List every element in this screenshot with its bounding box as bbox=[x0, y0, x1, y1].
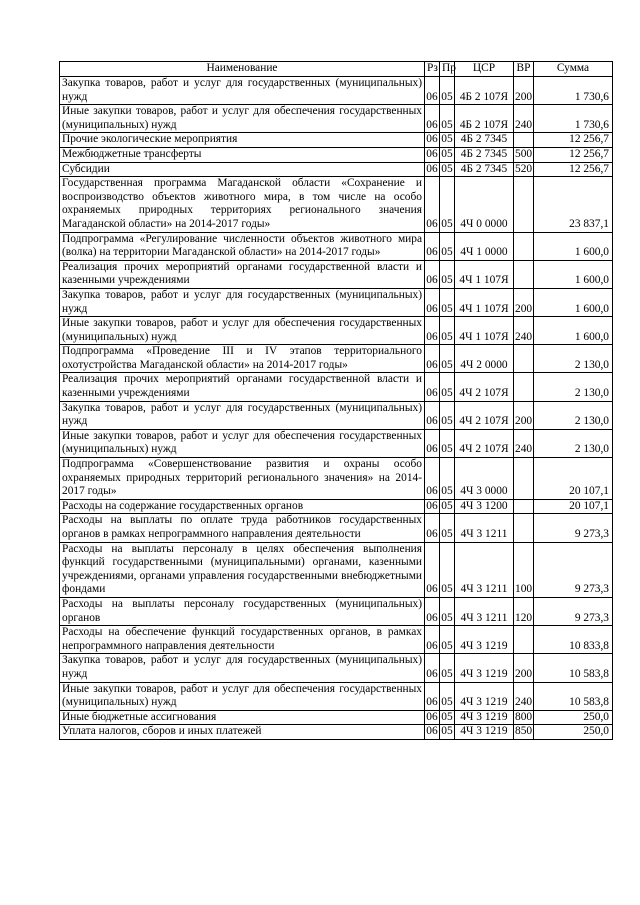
cell-pr: 05 bbox=[440, 232, 455, 260]
cell-csr: 4Ч 3 1211 bbox=[455, 542, 514, 597]
cell-sum: 1 730,6 bbox=[534, 77, 613, 105]
table-row bbox=[60, 682, 613, 710]
cell-sum: 1 600,0 bbox=[534, 317, 613, 345]
cell-sum: 2 130,0 bbox=[534, 345, 613, 373]
cell-csr: 4Ч 2 107Я bbox=[455, 429, 514, 457]
cell-csr: 4Б 2 7345 bbox=[455, 133, 514, 148]
cell-rz: 06 bbox=[425, 654, 440, 682]
cell-vr bbox=[514, 514, 534, 542]
cell-csr: 4Ч 2 107Я bbox=[455, 373, 514, 401]
header-pr: Пр bbox=[440, 62, 455, 77]
cell-vr bbox=[514, 499, 534, 514]
cell-vr bbox=[514, 232, 534, 260]
cell-vr bbox=[514, 260, 534, 288]
cell-vr: 200 bbox=[514, 654, 534, 682]
cell-rz: 06 bbox=[425, 77, 440, 105]
cell-csr: 4Ч 3 1219 bbox=[455, 710, 514, 725]
cell-name: Государственная программа Магаданской области «Сохранение и воспроизводство объектов животного мира, в том числе на особо охраняемых природных территориях регионального значения Магаданской области» на 2014-2017 годы» bbox=[60, 177, 425, 232]
cell-sum: 2 130,0 bbox=[534, 401, 613, 429]
table-header-row bbox=[60, 62, 613, 77]
cell-pr: 05 bbox=[440, 77, 455, 105]
cell-sum: 10 833,8 bbox=[534, 626, 613, 654]
budget-table bbox=[59, 61, 613, 740]
cell-pr: 05 bbox=[440, 597, 455, 625]
cell-sum: 250,0 bbox=[534, 725, 613, 740]
cell-vr bbox=[514, 133, 534, 148]
cell-csr: 4Ч 3 1219 bbox=[455, 682, 514, 710]
table-row bbox=[60, 373, 613, 401]
cell-name: Иные бюджетные ассигнования bbox=[60, 710, 425, 725]
cell-sum: 12 256,7 bbox=[534, 147, 613, 162]
cell-sum: 2 130,0 bbox=[534, 373, 613, 401]
table-row bbox=[60, 288, 613, 316]
cell-vr: 240 bbox=[514, 317, 534, 345]
cell-csr: 4Ч 1 107Я bbox=[455, 317, 514, 345]
cell-csr: 4Ч 1 107Я bbox=[455, 260, 514, 288]
table-row bbox=[60, 710, 613, 725]
cell-rz: 06 bbox=[425, 597, 440, 625]
cell-sum: 9 273,3 bbox=[534, 514, 613, 542]
cell-sum: 12 256,7 bbox=[534, 162, 613, 177]
cell-vr bbox=[514, 345, 534, 373]
cell-vr: 100 bbox=[514, 542, 534, 597]
table-row bbox=[60, 514, 613, 542]
cell-sum: 10 583,8 bbox=[534, 682, 613, 710]
cell-pr: 05 bbox=[440, 458, 455, 500]
cell-name: Расходы на содержание государственных органов bbox=[60, 499, 425, 514]
cell-csr: 4Ч 3 1219 bbox=[455, 725, 514, 740]
cell-name: Расходы на выплаты персоналу в целях обеспечения выполнения функций государственными (муниципальными) органами, казенными учреждениями, органами управления государственными внебюджетными фондами bbox=[60, 542, 425, 597]
cell-sum: 20 107,1 bbox=[534, 458, 613, 500]
cell-rz: 06 bbox=[425, 162, 440, 177]
cell-rz: 06 bbox=[425, 626, 440, 654]
cell-csr: 4Ч 3 1200 bbox=[455, 499, 514, 514]
cell-vr: 120 bbox=[514, 597, 534, 625]
cell-name: Межбюджетные трансферты bbox=[60, 147, 425, 162]
cell-name: Прочие экологические мероприятия bbox=[60, 133, 425, 148]
cell-vr: 800 bbox=[514, 710, 534, 725]
cell-rz: 06 bbox=[425, 147, 440, 162]
cell-name: Иные закупки товаров, работ и услуг для обеспечения государственных (муниципальных) нужд bbox=[60, 429, 425, 457]
cell-csr: 4Ч 1 107Я bbox=[455, 288, 514, 316]
cell-name: Закупка товаров, работ и услуг для государственных (муниципальных) нужд bbox=[60, 77, 425, 105]
table-row bbox=[60, 177, 613, 232]
table-row bbox=[60, 77, 613, 105]
cell-name: Закупка товаров, работ и услуг для государственных (муниципальных) нужд bbox=[60, 288, 425, 316]
cell-pr: 05 bbox=[440, 288, 455, 316]
cell-name: Подпрограмма «Регулирование численности объектов животного мира (волка) на территории Магаданской области» на 2014-2017 годы» bbox=[60, 232, 425, 260]
cell-rz: 06 bbox=[425, 105, 440, 133]
cell-csr: 4Б 2 7345 bbox=[455, 147, 514, 162]
cell-name: Расходы на обеспечение функций государственных органов, в рамках непрограммного направления деятельности bbox=[60, 626, 425, 654]
cell-name: Иные закупки товаров, работ и услуг для обеспечения государственных (муниципальных) нужд bbox=[60, 682, 425, 710]
table-row bbox=[60, 429, 613, 457]
cell-sum: 10 583,8 bbox=[534, 654, 613, 682]
cell-pr: 05 bbox=[440, 177, 455, 232]
cell-rz: 06 bbox=[425, 514, 440, 542]
cell-csr: 4Ч 2 107Я bbox=[455, 401, 514, 429]
cell-vr: 240 bbox=[514, 682, 534, 710]
header-vr: ВР bbox=[514, 62, 534, 77]
cell-sum: 1 600,0 bbox=[534, 260, 613, 288]
budget-table-page bbox=[59, 61, 612, 740]
cell-vr: 240 bbox=[514, 105, 534, 133]
cell-vr bbox=[514, 626, 534, 654]
cell-csr: 4Б 2 107Я bbox=[455, 105, 514, 133]
cell-name: Реализация прочих мероприятий органами государственной власти и казенными учреждениями bbox=[60, 260, 425, 288]
cell-csr: 4Ч 3 1211 bbox=[455, 514, 514, 542]
table-row bbox=[60, 147, 613, 162]
table-row bbox=[60, 401, 613, 429]
table-row bbox=[60, 162, 613, 177]
cell-rz: 06 bbox=[425, 260, 440, 288]
cell-pr: 05 bbox=[440, 725, 455, 740]
header-rz: Рз bbox=[425, 62, 440, 77]
cell-csr: 4Ч 3 1219 bbox=[455, 626, 514, 654]
cell-name: Иные закупки товаров, работ и услуг для обеспечения государственных (муниципальных) нужд bbox=[60, 317, 425, 345]
cell-vr: 200 bbox=[514, 77, 534, 105]
table-row bbox=[60, 654, 613, 682]
cell-rz: 06 bbox=[425, 682, 440, 710]
cell-rz: 06 bbox=[425, 429, 440, 457]
cell-pr: 05 bbox=[440, 260, 455, 288]
table-row bbox=[60, 105, 613, 133]
cell-csr: 4Б 2 7345 bbox=[455, 162, 514, 177]
header-csr: ЦСР bbox=[455, 62, 514, 77]
cell-vr: 500 bbox=[514, 147, 534, 162]
cell-name: Иные закупки товаров, работ и услуг для обеспечения государственных (муниципальных) нужд bbox=[60, 105, 425, 133]
cell-rz: 06 bbox=[425, 177, 440, 232]
cell-sum: 9 273,3 bbox=[534, 542, 613, 597]
table-row bbox=[60, 542, 613, 597]
cell-pr: 05 bbox=[440, 654, 455, 682]
cell-sum: 1 730,6 bbox=[534, 105, 613, 133]
table-row bbox=[60, 260, 613, 288]
cell-pr: 05 bbox=[440, 373, 455, 401]
cell-vr: 520 bbox=[514, 162, 534, 177]
cell-sum: 2 130,0 bbox=[534, 429, 613, 457]
cell-name: Закупка товаров, работ и услуг для государственных (муниципальных) нужд bbox=[60, 654, 425, 682]
cell-csr: 4Ч 3 1211 bbox=[455, 597, 514, 625]
cell-pr: 05 bbox=[440, 401, 455, 429]
cell-pr: 05 bbox=[440, 345, 455, 373]
cell-sum: 12 256,7 bbox=[534, 133, 613, 148]
cell-pr: 05 bbox=[440, 105, 455, 133]
cell-pr: 05 bbox=[440, 133, 455, 148]
cell-rz: 06 bbox=[425, 401, 440, 429]
cell-rz: 06 bbox=[425, 542, 440, 597]
table-row bbox=[60, 597, 613, 625]
table-row bbox=[60, 133, 613, 148]
cell-csr: 4Ч 1 0000 bbox=[455, 232, 514, 260]
cell-vr: 200 bbox=[514, 401, 534, 429]
cell-vr bbox=[514, 458, 534, 500]
cell-name: Уплата налогов, сборов и иных платежей bbox=[60, 725, 425, 740]
cell-vr bbox=[514, 373, 534, 401]
table-row bbox=[60, 232, 613, 260]
cell-csr: 4Ч 2 0000 bbox=[455, 345, 514, 373]
cell-name: Закупка товаров, работ и услуг для государственных (муниципальных) нужд bbox=[60, 401, 425, 429]
cell-rz: 06 bbox=[425, 288, 440, 316]
cell-rz: 06 bbox=[425, 345, 440, 373]
cell-rz: 06 bbox=[425, 725, 440, 740]
cell-name: Субсидии bbox=[60, 162, 425, 177]
cell-sum: 9 273,3 bbox=[534, 597, 613, 625]
cell-csr: 4Ч 3 1219 bbox=[455, 654, 514, 682]
table-row bbox=[60, 458, 613, 500]
cell-name: Реализация прочих мероприятий органами государственной власти и казенными учреждениями bbox=[60, 373, 425, 401]
cell-sum: 250,0 bbox=[534, 710, 613, 725]
cell-pr: 05 bbox=[440, 147, 455, 162]
cell-rz: 06 bbox=[425, 232, 440, 260]
cell-sum: 1 600,0 bbox=[534, 288, 613, 316]
header-name: Наименование bbox=[60, 62, 425, 77]
cell-pr: 05 bbox=[440, 514, 455, 542]
cell-vr: 850 bbox=[514, 725, 534, 740]
cell-pr: 05 bbox=[440, 682, 455, 710]
cell-vr: 200 bbox=[514, 288, 534, 316]
cell-name: Подпрограмма «Проведение III и IV этапов территориального охотустройства Магаданской области» на 2014-2017 годы» bbox=[60, 345, 425, 373]
cell-rz: 06 bbox=[425, 499, 440, 514]
header-sum: Сумма bbox=[534, 62, 613, 77]
cell-name: Расходы на выплаты по оплате труда работников государственных органов в рамках непрограммного направления деятельности bbox=[60, 514, 425, 542]
cell-csr: 4Ч 3 0000 bbox=[455, 458, 514, 500]
cell-pr: 05 bbox=[440, 317, 455, 345]
table-row bbox=[60, 345, 613, 373]
cell-pr: 05 bbox=[440, 429, 455, 457]
cell-pr: 05 bbox=[440, 626, 455, 654]
table-row bbox=[60, 317, 613, 345]
cell-pr: 05 bbox=[440, 162, 455, 177]
cell-vr bbox=[514, 177, 534, 232]
cell-csr: 4Б 2 107Я bbox=[455, 77, 514, 105]
table-row bbox=[60, 626, 613, 654]
cell-name: Подпрограмма «Совершенствование развития и охраны особо охраняемых природных территорий регионального значения» на 2014-2017 годы» bbox=[60, 458, 425, 500]
table-row bbox=[60, 499, 613, 514]
cell-pr: 05 bbox=[440, 710, 455, 725]
cell-rz: 06 bbox=[425, 317, 440, 345]
table-row bbox=[60, 725, 613, 740]
cell-csr: 4Ч 0 0000 bbox=[455, 177, 514, 232]
cell-sum: 1 600,0 bbox=[534, 232, 613, 260]
cell-rz: 06 bbox=[425, 133, 440, 148]
cell-name: Расходы на выплаты персоналу государственных (муниципальных) органов bbox=[60, 597, 425, 625]
cell-vr: 240 bbox=[514, 429, 534, 457]
cell-pr: 05 bbox=[440, 499, 455, 514]
cell-rz: 06 bbox=[425, 458, 440, 500]
cell-rz: 06 bbox=[425, 710, 440, 725]
cell-rz: 06 bbox=[425, 373, 440, 401]
cell-sum: 23 837,1 bbox=[534, 177, 613, 232]
cell-pr: 05 bbox=[440, 542, 455, 597]
cell-sum: 20 107,1 bbox=[534, 499, 613, 514]
